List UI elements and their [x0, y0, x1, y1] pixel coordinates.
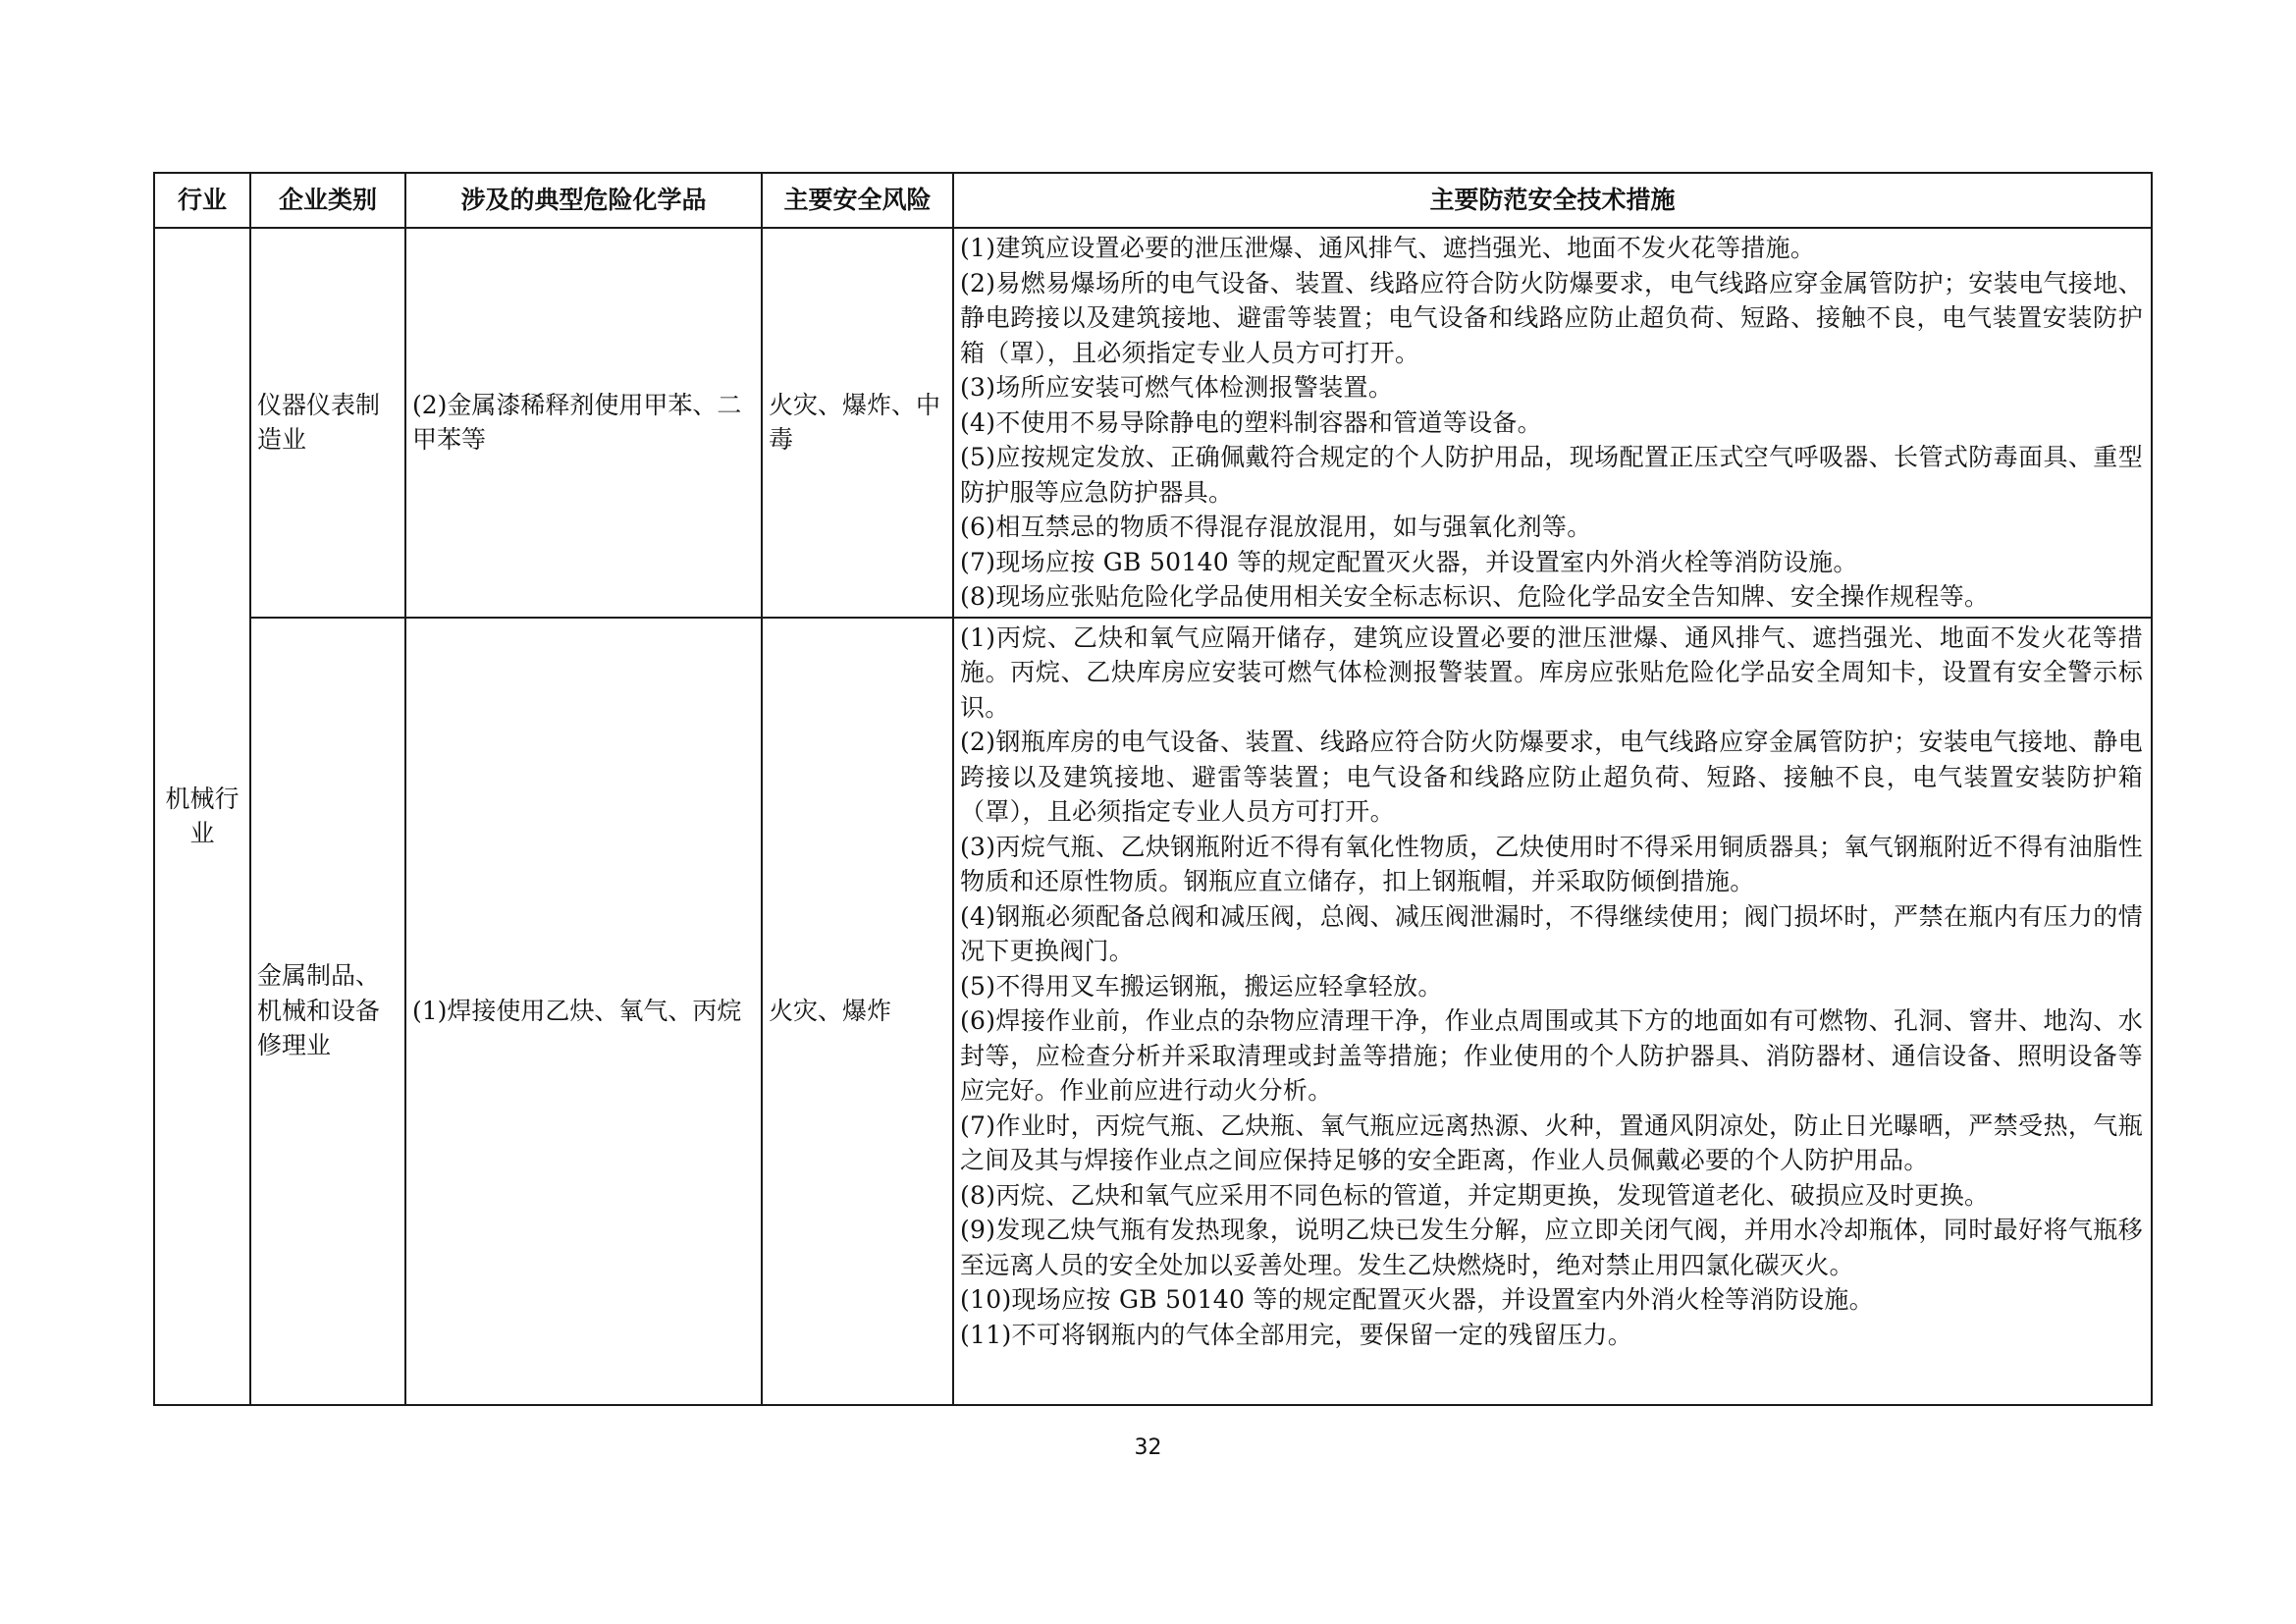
measure-item: (2)易燃易爆场所的电气设备、装置、线路应符合防火防爆要求，电气线路应穿金属管防护；安装电气接地、静电跨接以及建筑接地、避雷等装置；电气设备和线路应防止超负荷、短路、接触不良，电气装置安装防护箱（罩），且必须指定专业人员方可打开。	[960, 268, 2143, 367]
category-cell: 仪器仪表制造业	[250, 228, 405, 618]
risks-cell: 火灾、爆炸、中毒	[762, 228, 953, 618]
header-enterprise-category: 企业类别	[250, 173, 405, 228]
industry-cell: 机械行业	[154, 228, 250, 1405]
measure-item: (4)不使用不易导除静电的塑料制容器和管道等设备。	[960, 407, 1542, 437]
header-main-risks: 主要安全风险	[762, 173, 953, 228]
hazard-measures-table	[153, 172, 2153, 1406]
header-safety-measures: 主要防范安全技术措施	[953, 173, 2152, 228]
measure-item: (6)焊接作业前，作业点的杂物应清理干净，作业点周围或其下方的地面如有可燃物、孔洞、窨井、地沟、水封等，应检查分析并采取清理或封盖等措施；作业使用的个人防护器具、消防器材、通信设备、照明设备等应完好。作业前应进行动火分析。	[960, 1006, 2143, 1105]
measure-item: (3)丙烷气瓶、乙炔钢瓶附近不得有氧化性物质，乙炔使用时不得采用铜质器具；氧气钢瓶附近不得有油脂性物质和还原性物质。钢瓶应直立储存，扣上钢瓶帽，并采取防倾倒措施。	[960, 832, 2143, 895]
header-typical-chemicals: 涉及的典型危险化学品	[405, 173, 762, 228]
measure-item: (2)钢瓶库房的电气设备、装置、线路应符合防火防爆要求，电气线路应穿金属管防护；安装电气接地、静电跨接以及建筑接地、避雷等装置；电气设备和线路应防止超负荷、短路、接触不良，电气装置安装防护箱（罩），且必须指定专业人员方可打开。	[960, 728, 2143, 826]
table-row	[154, 228, 2152, 618]
risks-cell: 火灾、爆炸	[762, 618, 953, 1405]
measure-item: (1)建筑应设置必要的泄压泄爆、通风排气、遮挡强光、地面不发火花等措施。	[960, 234, 1816, 262]
header-industry: 行业	[154, 173, 250, 228]
measure-item: (7)作业时，丙烷气瓶、乙炔瓶、氧气瓶应远离热源、火种，置通风阴凉处，防止日光曝晒，严禁受热，气瓶之间及其与焊接作业点之间应保持足够的安全距离，作业人员佩戴必要的个人防护用品。	[960, 1110, 2143, 1174]
measure-item: (10)现场应按 GB 50140 等的规定配置灭火器，并设置室内外消火栓等消防设施。	[960, 1285, 1874, 1314]
chemicals-cell: (1)焊接使用乙炔、氧气、丙烷	[405, 618, 762, 1405]
measure-item: (11)不可将钢瓶内的气体全部用完，要保留一定的残留压力。	[960, 1320, 1633, 1349]
measure-item: (7)现场应按 GB 50140 等的规定配置灭火器，并设置室内外消火栓等消防设施。	[960, 547, 1858, 576]
category-cell: 金属制品、机械和设备修理业	[250, 618, 405, 1405]
measure-item: (5)不得用叉车搬运钢瓶，搬运应轻拿轻放。	[960, 971, 1443, 1001]
chemicals-cell: (2)金属漆稀释剂使用甲苯、二甲苯等	[405, 228, 762, 618]
page-number: 32	[1134, 1435, 1162, 1460]
table-header-row	[154, 173, 2152, 228]
table-row	[154, 618, 2152, 1405]
measure-item: (3)场所应安装可燃气体检测报警装置。	[960, 373, 1394, 402]
measure-item: (8)现场应张贴危险化学品使用相关安全标志标识、危险化学品安全告知牌、安全操作规程等。	[960, 582, 1990, 611]
measure-item: (8)丙烷、乙炔和氧气应采用不同色标的管道，并定期更换，发现管道老化、破损应及时更换。	[960, 1180, 1990, 1210]
measures-cell	[953, 228, 2152, 618]
measure-item: (5)应按规定发放、正确佩戴符合规定的个人防护用品，现场配置正压式空气呼吸器、长管式防毒面具、重型防护服等应急防护器具。	[960, 443, 2143, 507]
measure-item: (6)相互禁忌的物质不得混存混放混用，如与强氧化剂等。	[960, 513, 1592, 541]
measures-cell	[953, 618, 2152, 1405]
measure-item: (9)发现乙炔气瓶有发热现象，说明乙炔已发生分解，应立即关闭气阀，并用水冷却瓶体，同时最好将气瓶移至远离人员的安全处加以妥善处理。发生乙炔燃烧时，绝对禁止用四氯化碳灭火。	[960, 1216, 2143, 1279]
measure-item: (4)钢瓶必须配备总阀和减压阀，总阀、减压阀泄漏时，不得继续使用；阀门损坏时，严禁在瓶内有压力的情况下更换阀门。	[960, 901, 2143, 965]
measure-item: (1)丙烷、乙炔和氧气应隔开储存，建筑应设置必要的泄压泄爆、通风排气、遮挡强光、地面不发火花等措施。丙烷、乙炔库房应安装可燃气体检测报警装置。库房应张贴危险化学品安全周知卡，设置有安全警示标识。	[960, 623, 2143, 722]
